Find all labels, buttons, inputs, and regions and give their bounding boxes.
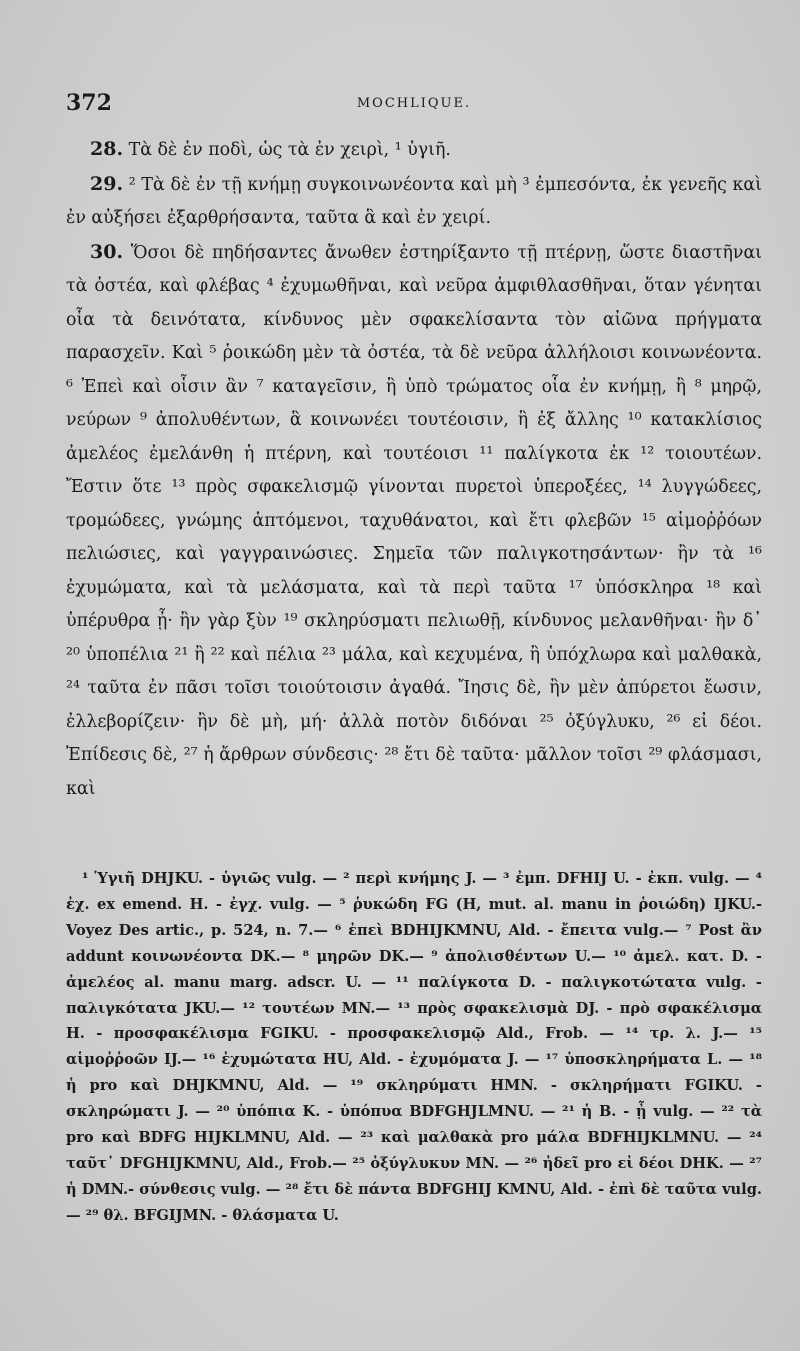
- section-29: [66, 168, 762, 236]
- main-text: [66, 133, 762, 806]
- section-text: Ὅσοι δὲ πηδήσαντες ἄνωθεν ἐστηρίξαντο τῇ πτέρνῃ, ὥστε διαστῆναι τὰ ὀστέα, καὶ φλέβας ⁴ ἐχυμωθῆναι, καὶ νεῦρα ἀμφιθλασθῆναι, ὅταν γένηται οἷα τὰ δεινότατα, κίνδυνος μὲν σφακελίσαντα τὸν αἰῶνα πρήγματα παρασχεῖν. Καὶ ⁵ ῥοικώδη μὲν τὰ ὀστέα, τὰ δὲ νεῦρα ἀλλήλοισι κοινωνέοντα. ⁶ Ἐπεὶ καὶ οἷσιν ἂν ⁷ καταγεῖσιν, ἢ ὑπὸ τρώματος οἷα ἐν κνήμῃ, ἢ ⁸ μηρῷ, νεύρων ⁹ ἀπολυθέντων, ἃ κοινωνέει τουτέοισιν, ἢ ἐξ ἄλλης ¹⁰ κατακλίσιος ἀμελέος ἐμελάνθη ἡ πτέρνη, καὶ τουτέοισι ¹¹ παλίγκοτα ἐκ ¹² τοιουτέων. Ἔστιν ὅτε ¹³ πρὸς σφακελισμῷ γίνονται πυρετοὶ ὑπεροξέες, ¹⁴ λυγγώδεες, τρομώδεες, γνώμης ἁπτόμενοι, ταχυθάνατοι, καὶ ἔτι φλεβῶν ¹⁵ αἱμοῤῥόων πελιώσιες, καὶ γαγγραινώσιες. Σημεῖα τῶν παλιγκοτησάντων· ἢν τὰ ¹⁶ ἐχυμώματα, καὶ τὰ μελάσματα, καὶ τὰ περὶ ταῦτα ¹⁷ ὑπόσκληρα ¹⁸ καὶ ὑπέρυθρα ᾖ· ἢν γὰρ ξὺν ¹⁹ σκληρύσματι πελιωθῇ, κίνδυνος μελανθῆναι· ἢν δ᾽ ²⁰ ὑποπέλια ²¹ ἢ ²² καὶ πέλια ²³ μάλα, καὶ κεχυμένα, ἢ ὑπόχλωρα καὶ μαλθακὰ, ²⁴ ταῦτα ἐν πᾶσι τοῖσι τοιούτοισιν ἀγαθά. Ἴησις δὲ, ἢν μὲν ἀπύρετοι ἔωσιν, ἐλλεβορίζειν· ἢν δὲ μὴ, μή· ἀλλὰ ποτὸν διδόναι ²⁵ ὀξύγλυκυ, ²⁶ εἰ δέοι. Ἐπίδεσις δὲ, ²⁷ ἡ ἄρθρων σύνδεσις· ²⁸ ἔτι δὲ ταῦτα· μᾶλλον τοῖσι ²⁹ φλάσμασι, καὶ: [66, 242, 763, 799]
- section-30: [66, 236, 762, 807]
- section-28: [66, 133, 762, 168]
- page-number: 372: [66, 90, 112, 116]
- section-number: 29.: [90, 172, 124, 195]
- page-header: [66, 90, 762, 120]
- section-number: 28.: [90, 138, 124, 160]
- running-title: MOCHLIQUE.: [356, 96, 472, 111]
- section-number: 30.: [90, 240, 124, 263]
- section-text: Τὰ δὲ ἐν ποδὶ, ὡς τὰ ἐν χειρὶ, ¹ ὑγιῆ.: [128, 140, 451, 160]
- footnotes: [66, 866, 762, 1229]
- section-text: ² Τὰ δὲ ἐν τῇ κνήμῃ συγκοινωνέοντα καὶ μὴ ³ ἐμπεσόντα, ἐκ γενεῆς καὶ ἐν αὐξήσει ἐξαρθρήσαντα, ταῦτα ἃ καὶ ἐν χειρί.: [66, 174, 762, 228]
- footnote-text: ¹ Ὑγιῆ DHJKU. - ὑγιῶς vulg. — ² περὶ κνήμης J. — ³ ἐμπ. DFHIJ U. - ἐκπ. vulg. — ⁴ ἐχ. ex emend. H. - ἐγχ. vulg. — ⁵ ῥυκώδη FG (H, mut. al. manu in ῥοιώδη) IJKU.- Voyez Des artic., p. 524, n. 7.— ⁶ ἐπεὶ BDHIJKMNU, Ald. - ἔπειτα vulg.— ⁷ Post ἂν addunt κοινωνέοντα DK.— ⁸ μηρῶν DK.— ⁹ ἀπολισθέντων U.— ¹⁰ ἀμελ. κατ. D. - ἀμελέος al. manu marg. adscr. U. — ¹¹ παλίγκοτα D. - παλιγκοτώτατα vulg. - παλιγκότατα JKU.— ¹² τουτέων MN.— ¹³ πρὸς σφακελισμὰ DJ. - πρὸ σφακέλισμα H. - προσφακέλισμα FGIKU. - προσφακελισμῷ Ald., Frob. — ¹⁴ τρ. λ. J.— ¹⁵ αἱμοῤῥοῶν IJ.— ¹⁶ ἐχυμώτατα HU, Ald. - ἐχυμόματα J. — ¹⁷ ὑποσκληρήματα L. — ¹⁸ ἡ pro καὶ DHJKMNU, Ald. — ¹⁹ σκληρύματι HMN. - σκληρήματι FGIKU. - σκληρώματι J. — ²⁰ ὑπόπια K. - ὑπόπυα BDFGHJLMNU. — ²¹ ἡ B. - ᾖ vulg. — ²² τὰ pro καὶ BDFG HIJKLMNU, Ald. — ²³ καὶ μαλθακὰ pro μάλα BDFHIJKLMNU. — ²⁴ ταῦτ᾽ DFGHIJKMNU, Ald., Frob.— ²⁵ ὀξύγλυκυν MN. — ²⁶ ἠδεῖ pro εἰ δέοι DHK. — ²⁷ ἡ DMN.- σύνθεσις vulg. — ²⁸ ἔτι δὲ πάντα BDFGHIJ KMNU, Ald. - ἐπὶ δὲ ταῦτα vulg. — ²⁹ θλ. BFGIJMN. - θλάσματα U.: [66, 870, 762, 1224]
